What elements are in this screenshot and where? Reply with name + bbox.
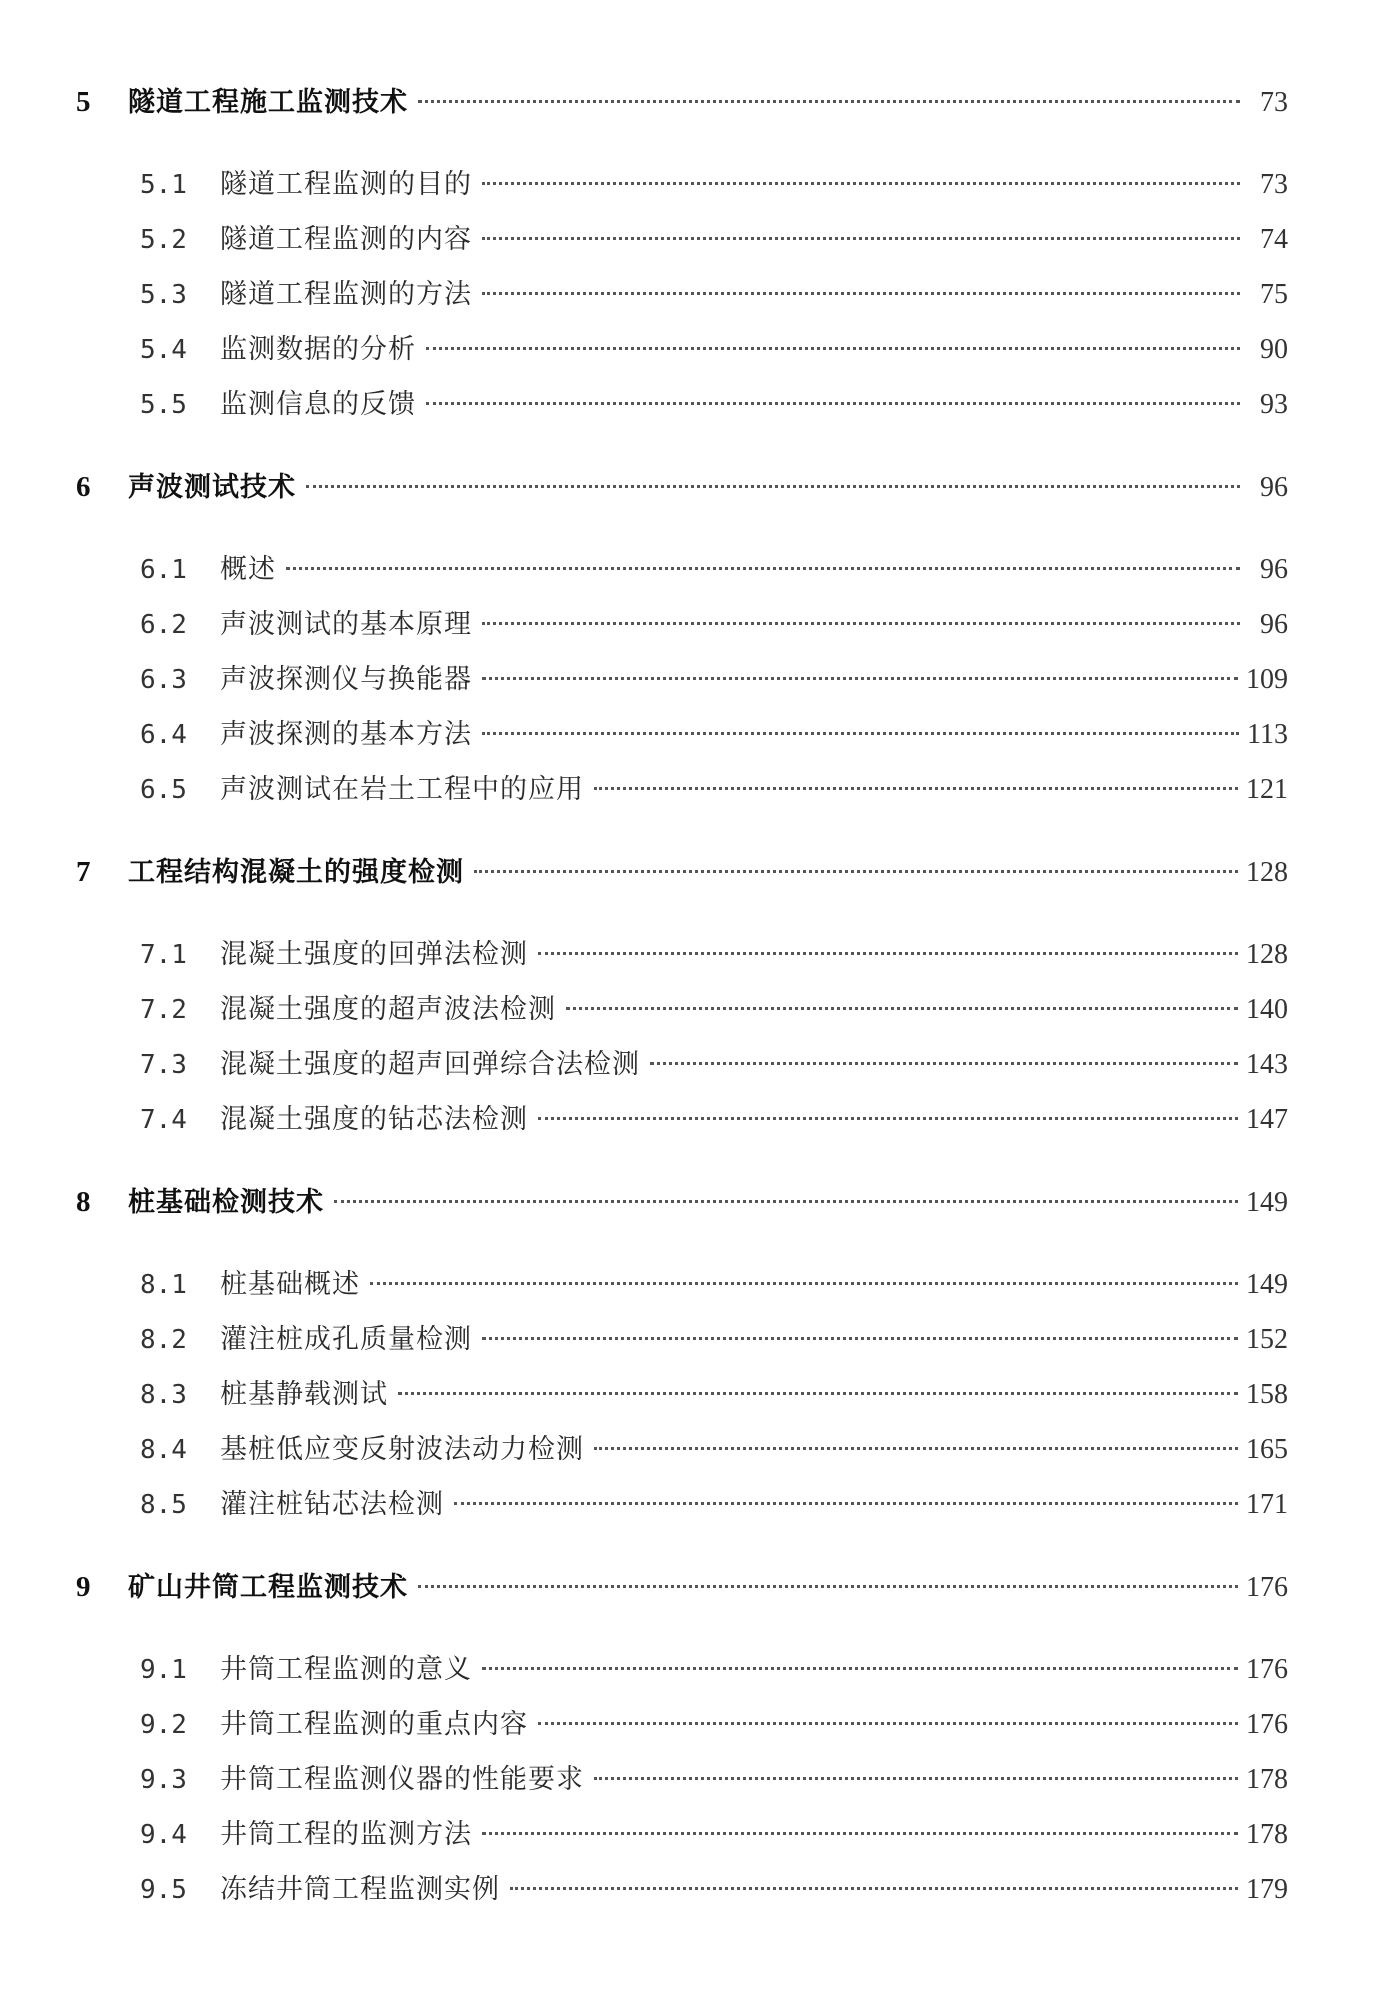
section-title: 混凝土强度的回弹法检测 xyxy=(220,939,528,970)
dot-leader xyxy=(398,1392,1238,1395)
page-number: 147 xyxy=(1246,1104,1288,1135)
section-entry[interactable] xyxy=(76,217,1288,272)
section-entry[interactable] xyxy=(76,1482,1288,1537)
page-number: 93 xyxy=(1260,389,1288,420)
page-number: 90 xyxy=(1260,334,1288,365)
page-number: 178 xyxy=(1246,1764,1288,1795)
section-entry[interactable] xyxy=(76,1042,1288,1097)
section-entry[interactable] xyxy=(76,1702,1288,1757)
section-title: 隧道工程监测的方法 xyxy=(220,279,472,310)
dot-leader xyxy=(482,1337,1238,1340)
chapter-number: 9 xyxy=(76,1571,91,1603)
section-entry[interactable] xyxy=(76,657,1288,712)
section-title: 基桩低应变反射波法动力检测 xyxy=(220,1434,584,1465)
section-entry[interactable] xyxy=(76,327,1288,382)
page-number: 149 xyxy=(1246,1187,1288,1218)
section-number: 6.2 xyxy=(140,610,187,640)
table-of-contents xyxy=(76,80,1288,1922)
chapter-number: 5 xyxy=(76,86,91,118)
section-entry[interactable] xyxy=(76,272,1288,327)
dot-leader xyxy=(482,622,1240,625)
page-number: 176 xyxy=(1246,1572,1288,1603)
chapter-number: 7 xyxy=(76,856,91,888)
section-number: 7.3 xyxy=(140,1050,187,1080)
section-number: 5.3 xyxy=(140,280,187,310)
section-number: 9.2 xyxy=(140,1710,187,1740)
section-number: 9.3 xyxy=(140,1765,187,1795)
dot-leader xyxy=(510,1887,1238,1890)
section-number: 8.1 xyxy=(140,1270,187,1300)
section-entry[interactable] xyxy=(76,1647,1288,1702)
page-number: 152 xyxy=(1246,1324,1288,1355)
dot-leader xyxy=(538,952,1238,955)
section-title: 混凝土强度的超声波法检测 xyxy=(220,994,556,1025)
section-title: 灌注桩钻芯法检测 xyxy=(220,1489,444,1520)
chapter-title: 工程结构混凝土的强度检测 xyxy=(128,857,464,888)
page-number: 143 xyxy=(1246,1049,1288,1080)
section-entry[interactable] xyxy=(76,1262,1288,1317)
section-entry[interactable] xyxy=(76,1097,1288,1152)
section-number: 8.3 xyxy=(140,1380,187,1410)
section-title: 井筒工程监测仪器的性能要求 xyxy=(220,1764,584,1795)
page-number: 109 xyxy=(1246,664,1288,695)
dot-leader xyxy=(482,732,1239,735)
page-number: 74 xyxy=(1260,224,1288,255)
chapter-entry[interactable] xyxy=(76,1565,1288,1619)
page-number: 179 xyxy=(1246,1874,1288,1905)
section-number: 5.2 xyxy=(140,225,187,255)
page-number: 149 xyxy=(1246,1269,1288,1300)
section-title: 冻结井筒工程监测实例 xyxy=(220,1874,500,1905)
section-number: 9.5 xyxy=(140,1875,187,1905)
section-title: 声波测试在岩土工程中的应用 xyxy=(220,774,584,805)
dot-leader xyxy=(482,182,1240,185)
section-title: 隧道工程监测的内容 xyxy=(220,224,472,255)
section-number: 7.2 xyxy=(140,995,187,1025)
dot-leader xyxy=(594,787,1238,790)
section-number: 9.1 xyxy=(140,1655,187,1685)
page-number: 176 xyxy=(1246,1654,1288,1685)
section-title: 声波探测仪与换能器 xyxy=(220,664,472,695)
section-title: 声波探测的基本方法 xyxy=(220,719,472,750)
dot-leader xyxy=(454,1502,1238,1505)
chapter-title: 隧道工程施工监测技术 xyxy=(128,87,408,118)
section-entry[interactable] xyxy=(76,1427,1288,1482)
section-title: 混凝土强度的钻芯法检测 xyxy=(220,1104,528,1135)
section-number: 6.4 xyxy=(140,720,187,750)
section-number: 5.4 xyxy=(140,335,187,365)
section-entry[interactable] xyxy=(76,932,1288,987)
dot-leader xyxy=(482,237,1240,240)
page-number: 128 xyxy=(1246,939,1288,970)
section-title: 监测数据的分析 xyxy=(220,334,416,365)
section-entry[interactable] xyxy=(76,1867,1288,1922)
page-number: 96 xyxy=(1260,609,1288,640)
page-number: 165 xyxy=(1246,1434,1288,1465)
chapter-title: 声波测试技术 xyxy=(128,472,296,503)
section-title: 概述 xyxy=(220,554,276,585)
section-entry[interactable] xyxy=(76,1757,1288,1812)
chapter-title: 矿山井筒工程监测技术 xyxy=(128,1572,408,1603)
section-title: 监测信息的反馈 xyxy=(220,389,416,420)
dot-leader xyxy=(482,292,1240,295)
section-entry[interactable] xyxy=(76,602,1288,657)
section-title: 井筒工程监测的重点内容 xyxy=(220,1709,528,1740)
section-entry[interactable] xyxy=(76,1812,1288,1867)
section-title: 桩基静载测试 xyxy=(220,1379,388,1410)
dot-leader xyxy=(482,1832,1238,1835)
page-number: 73 xyxy=(1260,169,1288,200)
section-title: 灌注桩成孔质量检测 xyxy=(220,1324,472,1355)
section-number: 9.4 xyxy=(140,1820,187,1850)
section-entry[interactable] xyxy=(76,162,1288,217)
section-entry[interactable] xyxy=(76,1317,1288,1372)
section-entry[interactable] xyxy=(76,1372,1288,1427)
page-number: 178 xyxy=(1246,1819,1288,1850)
section-number: 6.3 xyxy=(140,665,187,695)
section-number: 8.5 xyxy=(140,1490,187,1520)
page-number: 113 xyxy=(1247,719,1288,750)
page-number: 75 xyxy=(1260,279,1288,310)
section-entry[interactable] xyxy=(76,382,1288,437)
dot-leader xyxy=(566,1007,1238,1010)
chapter-entry[interactable] xyxy=(76,465,1288,519)
dot-leader xyxy=(474,870,1238,873)
page-number: 96 xyxy=(1260,472,1288,503)
section-number: 5.1 xyxy=(140,170,187,200)
page-number: 128 xyxy=(1246,857,1288,888)
page-number: 73 xyxy=(1260,87,1288,118)
dot-leader xyxy=(306,485,1240,488)
dot-leader xyxy=(418,1585,1238,1588)
section-entry[interactable] xyxy=(76,712,1288,767)
dot-leader xyxy=(594,1447,1238,1450)
section-title: 混凝土强度的超声回弹综合法检测 xyxy=(220,1049,640,1080)
chapter-entry[interactable] xyxy=(76,1180,1288,1234)
dot-leader xyxy=(426,402,1240,405)
section-entry[interactable] xyxy=(76,767,1288,822)
section-title: 井筒工程的监测方法 xyxy=(220,1819,472,1850)
section-title: 声波测试的基本原理 xyxy=(220,609,472,640)
dot-leader xyxy=(370,1282,1238,1285)
section-title: 桩基础概述 xyxy=(220,1269,360,1300)
dot-leader xyxy=(426,347,1240,350)
section-number: 8.2 xyxy=(140,1325,187,1355)
section-number: 8.4 xyxy=(140,1435,187,1465)
section-number: 6.5 xyxy=(140,775,187,805)
chapter-entry[interactable] xyxy=(76,80,1288,134)
dot-leader xyxy=(650,1062,1238,1065)
section-number: 7.1 xyxy=(140,940,187,970)
page-number: 158 xyxy=(1246,1379,1288,1410)
chapter-title: 桩基础检测技术 xyxy=(128,1187,324,1218)
page-number: 96 xyxy=(1260,554,1288,585)
dot-leader xyxy=(538,1117,1238,1120)
dot-leader xyxy=(594,1777,1238,1780)
chapter-number: 8 xyxy=(76,1186,91,1218)
dot-leader xyxy=(538,1722,1238,1725)
section-number: 6.1 xyxy=(140,555,187,585)
page-number: 121 xyxy=(1246,774,1288,805)
chapter-entry[interactable] xyxy=(76,850,1288,904)
dot-leader xyxy=(286,567,1240,570)
dot-leader xyxy=(418,100,1240,103)
page-number: 176 xyxy=(1246,1709,1288,1740)
section-entry[interactable] xyxy=(76,987,1288,1042)
section-title: 井筒工程监测的意义 xyxy=(220,1654,472,1685)
section-number: 7.4 xyxy=(140,1105,187,1135)
section-number: 5.5 xyxy=(140,390,187,420)
dot-leader xyxy=(482,1667,1238,1670)
dot-leader xyxy=(334,1200,1238,1203)
dot-leader xyxy=(482,677,1238,680)
section-title: 隧道工程监测的目的 xyxy=(220,169,472,200)
page-number: 171 xyxy=(1246,1489,1288,1520)
section-entry[interactable] xyxy=(76,547,1288,602)
chapter-number: 6 xyxy=(76,471,91,503)
page-number: 140 xyxy=(1246,994,1288,1025)
